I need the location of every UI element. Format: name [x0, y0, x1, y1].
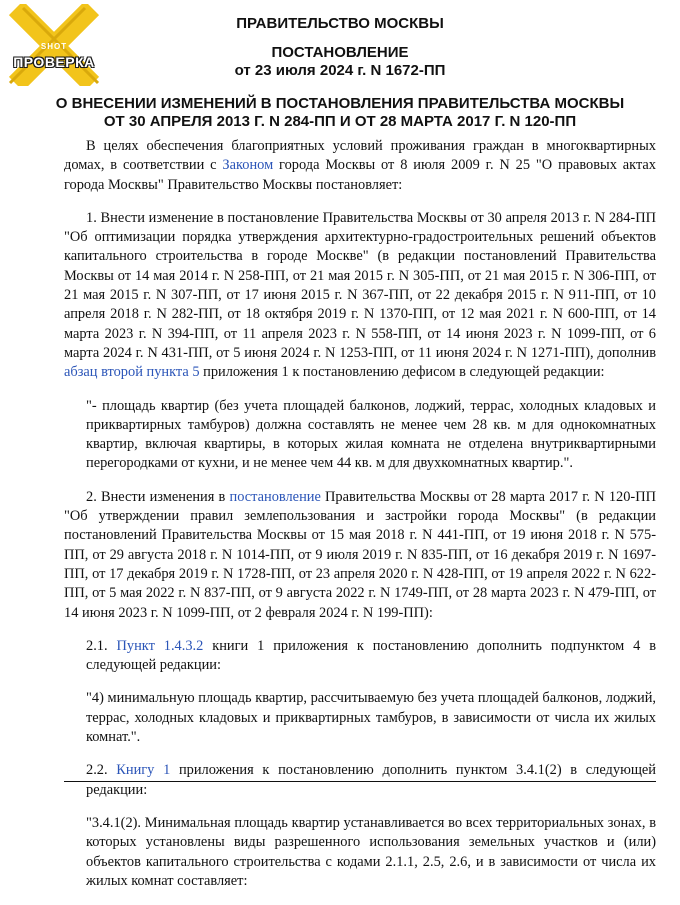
document-title: [0, 95, 680, 131]
government-heading: ПРАВИТЕЛЬСТВО МОСКВЫ: [236, 15, 444, 32]
divider: [64, 781, 656, 782]
paragraph-item-2: 2. Внести изменения в постановление Правительства Москвы от 28 марта 2017 г. N 120-ПП "Об утверждении правил землепользования и застройки города Москвы" (в редакции постановлений Правительства Москвы от 15 мая 2018 г. N 441-ПП, от 19 июня 2018 г. N 575-ПП, от 29 августа 2018 г. N 1014-ПП, от 9 июля 2019 г. N 835-ПП, от 16 декабря 2019 г. N 1697-ПП, от 17 декабря 2019 г. N 1728-ПП, от 23 апреля 2020 г. N 428-ПП, от 19 апреля 2022 г. N 622-ПП, от 5 мая 2022 г. N 837-ПП, от 9 августа 2022 г. N 1749-ПП, от 28 марта 2023 г. N 479-ПП, от 14 июня 2023 г. N 1099-ПП, от 2 февраля 2024 г. N 199-ПП):: [64, 488, 656, 621]
paragraph-quote-1: "- площадь квартир (без учета площадей балконов, лоджий, террас, холодных кладовых и приквартирных тамбуров) должна составлять не менее чем 28 кв. м для однокомнатных квартир, включая квартиры, в которых жилая комната не отделена внутриквартирными перегородками от кухни, и не менее чем 44 кв. м для двухкомнатных квартир.".: [86, 397, 656, 472]
logo-small-text: SHOT: [40, 42, 68, 51]
title-line-1: О ВНЕСЕНИИ ИЗМЕНЕНИЙ В ПОСТАНОВЛЕНИЯ ПРАВИТЕЛЬСТВА МОСКВЫ: [55, 95, 625, 112]
paragraph-item-2-2: 2.2. Книгу 1 приложения к постановлению дополнить пунктом 3.4.1(2) в следующей редакции:: [86, 762, 656, 798]
decree-heading: [0, 44, 680, 80]
logo-text: ПРОВЕРКА: [13, 54, 95, 70]
paragraph-quote-3: "3.4.1(2). Минимальная площадь квартир устанавливается во всех территориальных зонах, в которых установлены виды разрешенного использования земельных участков и (или) объектов капитального строительства с кодами 2.1.1, 2.5, 2.6, и в зависимости от числа их жилых комнат составляет:: [86, 814, 656, 889]
paragraph-item-1: 1. Внести изменение в постановление Правительства Москвы от 30 апреля 2013 г. N 284-ПП "Об оптимизации порядка утверждения архитектурно-градостроительных решений объектов капитального строительства в городе Москве" (в редакции постановлений Правительства Москвы от 14 мая 2014 г. N 258-ПП, от 21 мая 2015 г. N 305-ПП, от 21 мая 2015 г. N 306-ПП, от 21 мая 2015 г. N 307-ПП, от 17 июня 2015 г. N 367-ПП, от 22 декабря 2015 г. N 911-ПП, от 10 апреля 2018 г. N 282-ПП, от 18 октября 2019 г. N 1370-ПП, от 12 мая 2021 г. N 600-ПП, от 14 марта 2023 г. N 394-ПП, от 11 апреля 2023 г. N 558-ПП, от 14 июня 2023 г. N 1099-ПП, от 6 марта 2024 г. N 431-ПП, от 5 июня 2024 г. N 1253-ПП, от 11 июня 2024 г. N 1271-ПП), дополнив абзац второй пункта 5 приложения 1 к постановлению дефисом в следующей редакции:: [64, 209, 656, 381]
link-book-1[interactable]: Книгу 1: [116, 762, 171, 779]
paragraph-item-2-1: 2.1. Пункт 1.4.3.2 книги 1 приложения к постановлению дополнить подпунктом 4 в следующей редакции:: [86, 637, 656, 674]
link-point-1-4-3-2[interactable]: Пункт 1.4.3.2: [116, 637, 204, 654]
link-law[interactable]: Законом: [222, 157, 274, 174]
paragraph-quote-2: "4) минимальную площадь квартир, рассчитываемую без учета площадей балконов, лоджий, террас, холодных кладовых и приквартирных тамбуров, в зависимости от числа их жилых комнат.".: [86, 690, 656, 746]
decree-type: ПОСТАНОВЛЕНИЕ: [271, 44, 409, 61]
link-paragraph-2-point-5[interactable]: абзац второй пункта 5: [64, 364, 200, 381]
title-line-2: ОТ 30 АПРЕЛЯ 2013 Г. N 284-ПП И ОТ 28 МАРТА 2017 Г. N 120-ПП: [103, 113, 577, 130]
link-decree[interactable]: постановление: [229, 488, 321, 505]
paragraph-preamble: В целях обеспечения благоприятных условий проживания граждан в многоквартирных домах, в соответствии с Законом города Москвы от 8 июля 2009 г. N 25 "О правовых актах города Москвы" Правительство Москвы постановляет:: [64, 138, 657, 193]
document-body: [64, 137, 656, 905]
decree-date: от 23 июля 2024 г. N 1672-ПП: [234, 62, 446, 79]
